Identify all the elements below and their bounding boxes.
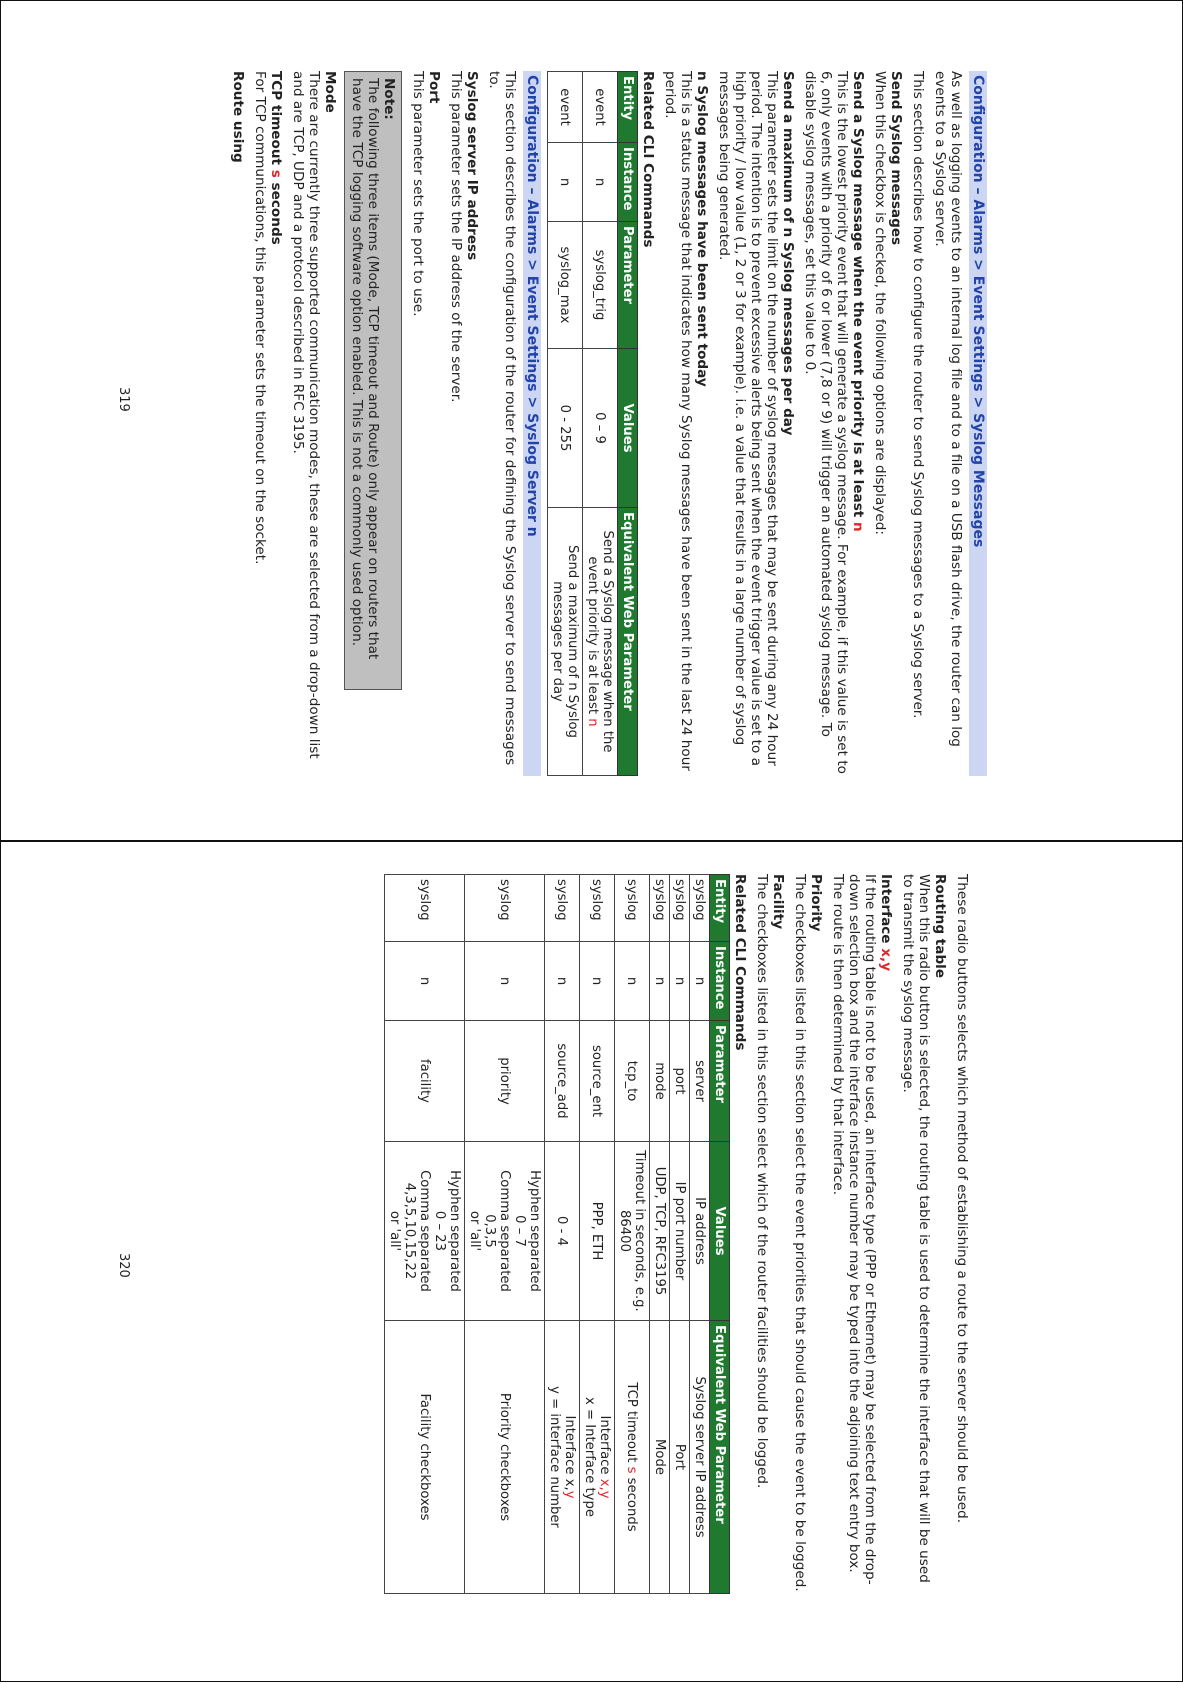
page-319-content [230, 71, 987, 776]
priority-text: The checkboxes listed in this section select the event priorities that should cause the event to be logged. [792, 874, 808, 1592]
cell-entity: syslog [690, 875, 710, 942]
mode-text: There are currently three supported communication modes, these are selected from a drop-down list and are TCP, UDP and a protocol described in RFC 3195. [290, 71, 322, 759]
max-messages-text: This parameter sets the limit on the number of syslog messages that may be sent during any 24 hour period. The intention is to prevent excessive alerts being sent when the event trigger value is set to a high priority / low value (1, 2 or 3 for example). i.e. a value that results in a large number of syslog messages being generated. [716, 71, 780, 766]
header-web-parameter: Equivalent Web Parameter [710, 1321, 730, 1594]
send-syslog-label: Send Syslog messages [888, 71, 904, 246]
tcp-timeout-label [268, 71, 284, 776]
note-box [344, 71, 402, 690]
cell-entity: event [548, 72, 583, 143]
priority-label [850, 71, 866, 776]
port-label: Port [426, 71, 442, 104]
cell-values: 0 - 4 [545, 1142, 580, 1321]
cell-entity: syslog [545, 875, 580, 942]
cell-values: PPP, ETH [580, 1142, 615, 1321]
sent-today-label: n Syslog messages have been sent today [694, 71, 710, 387]
cell-web-parameter [615, 1321, 650, 1594]
header-entity: Entity [710, 875, 730, 942]
routing-table-label: Routing table [932, 874, 948, 979]
cli-table [384, 874, 730, 1594]
cell-instance: n [615, 942, 650, 1021]
cell-web-suffix: seconds [624, 1473, 640, 1532]
priority-text: This is the lowest priority event that will generate a syslog message. For example, if this value is set to 6, only events with a priority of 6 or lower (7,8 or 9) will trigger an automated syslog message. To disable syslog messages, set this value to 0. [802, 71, 850, 774]
table-header-row [710, 875, 730, 1594]
cell-web-parameter: Mode [650, 1321, 670, 1594]
header-values: Values [710, 1142, 730, 1321]
table-row [580, 875, 615, 1594]
table-row [548, 72, 583, 776]
cell-web-parameter: Facility checkboxes [385, 1321, 465, 1594]
cell-parameter: source_add [545, 1021, 580, 1142]
cell-web-parameter: Port [670, 1321, 690, 1594]
header-entity: Entity [618, 72, 638, 143]
cell-web-line [597, 1325, 612, 1589]
cell-values-line: 4,3,5,10,15,22 [402, 1182, 417, 1280]
cell-values: 0 – 9 [583, 349, 618, 508]
header-parameter: Parameter [618, 222, 638, 349]
cell-entity: event [583, 72, 618, 143]
cell-values-line: Comma separated [417, 1170, 432, 1292]
table-row [465, 875, 545, 1594]
cell-instance: n [580, 942, 615, 1021]
route-using-label: Route using [230, 71, 246, 163]
cell-entity: syslog [670, 875, 690, 942]
tcp-timeout-suffix: seconds [268, 177, 284, 245]
cell-instance: n [385, 942, 465, 1021]
page-320-sheet [0, 841, 1183, 1682]
cell-web-text: Interface x, [562, 1415, 577, 1491]
section-heading-syslog-server: Configuration – Alarms > Event Settings > Syslog Server n [523, 71, 541, 776]
cell-parameter: port [670, 1021, 690, 1142]
cell-instance: n [583, 143, 618, 222]
cell-parameter: facility [385, 1021, 465, 1142]
cell-values: UDP, TCP, RFC3195 [650, 1142, 670, 1321]
mode-label: Mode [322, 71, 338, 113]
table-row [650, 875, 670, 1594]
cell-values: 0 - 255 [548, 349, 583, 508]
cell-values-line: or 'all' [467, 1210, 482, 1252]
cell-parameter: syslog_max [548, 222, 583, 349]
cli-label: Related CLI Commands [640, 71, 656, 248]
cell-web-parameter: Priority checkboxes [465, 1321, 545, 1594]
send-syslog-text: When this checkbox is checked, the following options are displayed: [872, 71, 888, 535]
cell-web-parameter [580, 1321, 615, 1594]
cell-web-line2: x = Interface type [582, 1397, 597, 1517]
header-values: Values [618, 349, 638, 508]
header-web-parameter: Equivalent Web Parameter [618, 508, 638, 776]
page-320-content [378, 874, 970, 1594]
cell-values: Timeout in seconds, e.g. 86400 [615, 1142, 650, 1321]
cell-entity: syslog [580, 875, 615, 942]
page-320 [17, 848, 1167, 1678]
cell-parameter: priority [465, 1021, 545, 1142]
cell-entity: syslog [650, 875, 670, 942]
cell-values-line: Hyphen separated [527, 1170, 542, 1292]
routing-table-text: When this radio button is selected, the routing table is used to determine the interface that will be used to transmit the syslog message. [900, 874, 932, 1583]
tcp-timeout-var: s [268, 169, 284, 178]
cell-web-line [562, 1325, 577, 1589]
cell-values-line: 0,3,5 [482, 1214, 497, 1248]
page-number: 319 [116, 387, 131, 412]
cell-web-parameter [545, 1321, 580, 1594]
cell-web-parameter: Send a maximum of n Syslog messages per day [548, 508, 583, 776]
cell-instance: n [545, 942, 580, 1021]
facility-label: Facility [770, 874, 786, 930]
interface-label [878, 874, 894, 1594]
cell-parameter: mode [650, 1021, 670, 1142]
header-instance: Instance [710, 942, 730, 1021]
note-text: The following three items (Mode, TCP timeout and Route) only appear on routers that have the TCP logging software option enabled. This is not a commonly used option. [349, 78, 381, 660]
cell-web-text: Interface [597, 1415, 612, 1479]
tcp-timeout-text: TCP timeout [268, 71, 284, 170]
cell-parameter: server [690, 1021, 710, 1142]
table-row [385, 875, 465, 1594]
header-instance: Instance [618, 143, 638, 222]
cell-parameter: source_ent [580, 1021, 615, 1142]
note-title: Note: [381, 78, 397, 120]
cell-values-line: Comma separated [497, 1170, 512, 1292]
priority-label-text: Send a Syslog message when the event priority is at least [850, 71, 866, 523]
priority-label-var: n [850, 522, 866, 532]
cli-label: Related CLI Commands [732, 874, 748, 1051]
page-number: 320 [116, 1253, 131, 1278]
cell-values-line: 0 – 7 [512, 1215, 527, 1247]
cell-web-parameter: Syslog server IP address [690, 1321, 710, 1594]
max-messages-label: Send a maximum of n Syslog messages per day [780, 71, 796, 436]
ip-address-text: This parameter sets the IP address of the server. [448, 71, 464, 403]
intro-paragraph: These radio buttons selects which method of establishing a route to the server should be used. [954, 874, 970, 1524]
cell-entity: syslog [465, 875, 545, 942]
cell-web-var: y [562, 1490, 577, 1499]
cell-parameter: tcp_to [615, 1021, 650, 1142]
cell-values-line: or 'all' [387, 1210, 402, 1252]
cell-web-var: x,y [597, 1478, 612, 1499]
cell-parameter: syslog_trig [583, 222, 618, 349]
section-heading-syslog-messages: Configuration – Alarms > Event Settings > Syslog Messages [969, 71, 987, 776]
priority-label: Priority [808, 874, 824, 932]
cell-instance: n [670, 942, 690, 1021]
cell-values [385, 1142, 465, 1321]
page-319 [17, 7, 1167, 837]
page-319-sheet [0, 0, 1183, 841]
table-row [545, 875, 580, 1594]
cell-instance: n [650, 942, 670, 1021]
cell-values: IP port number [670, 1142, 690, 1321]
cell-web-var: n [585, 718, 600, 727]
facility-text: The checkboxes listed in this section select which of the router facilities should be logged. [754, 874, 770, 1489]
cell-values-line: Hyphen separated [447, 1170, 462, 1292]
cell-values: IP address [690, 1142, 710, 1321]
table-row [615, 875, 650, 1594]
table-row [583, 72, 618, 776]
cell-instance: n [465, 942, 545, 1021]
cli-table [547, 71, 638, 776]
cell-web-var: s [624, 1466, 640, 1474]
intro-paragraph: As well as logging events to an internal log file and to a file on a USB flash drive, the router can log events to a Syslog server. [932, 71, 964, 747]
header-parameter: Parameter [710, 1021, 730, 1142]
sent-today-text: This is a status message that indicates how many Syslog messages have been sent in the last 24 hour period. [662, 71, 694, 771]
cell-web-parameter [583, 508, 618, 776]
interface-text: If the routing table is not to be used, an interface type (PPP or Ethernet) may be selected from the drop-down selection box and the interface instance number may be typed into the adjoining text entry box. The route is then determined by that interface. [830, 874, 878, 1585]
tcp-timeout-desc: For TCP communications, this parameter sets the timeout on the socket. [252, 71, 268, 565]
cell-entity: syslog [615, 875, 650, 942]
intro-paragraph: This section describes how to configure the router to send Syslog messages to a Syslog server. [910, 71, 926, 719]
section2-text: This section describes the configuration of the router for defining the Syslog server to send messages to. [486, 71, 518, 766]
cell-values [465, 1142, 545, 1321]
cell-web-text: TCP timeout [624, 1382, 640, 1467]
cell-web-line2: y = interface number [547, 1386, 562, 1528]
interface-label-text: Interface [878, 874, 894, 949]
cell-instance: n [690, 942, 710, 1021]
ip-address-label: Syslog server IP address [464, 71, 480, 261]
cell-values-line: 0 – 23 [432, 1210, 447, 1252]
interface-label-var: x,y [878, 948, 894, 972]
table-row [690, 875, 710, 1594]
port-text: This parameter sets the port to use. [410, 71, 426, 317]
cell-entity: syslog [385, 875, 465, 942]
cell-web-text: Send a Syslog message when the event priority is at least [585, 530, 615, 753]
table-header-row [618, 72, 638, 776]
table-row [670, 875, 690, 1594]
cell-instance: n [548, 143, 583, 222]
